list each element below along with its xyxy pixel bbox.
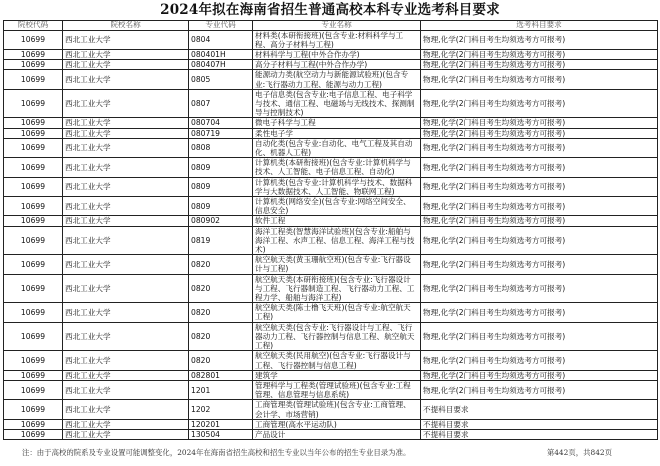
subject-requirement-cell: 物理,化学(2门科目考生均须选考方可报考) <box>421 89 658 118</box>
subject-requirement-cell: 物理,化学(2门科目考生均须选考方可报考) <box>421 303 658 322</box>
school-code-cell: 10699 <box>4 128 63 138</box>
table-row <box>4 70 658 89</box>
major-code-cell: 1201 <box>189 380 253 399</box>
school-name-cell: 西北工业大学 <box>63 177 189 196</box>
school-name-cell: 西北工业大学 <box>63 226 189 255</box>
major-name-cell: 软件工程 <box>253 216 421 226</box>
school-code-cell: 10699 <box>4 50 63 60</box>
major-code-cell: 080902 <box>189 216 253 226</box>
footnote: 注：由于高校的院系及专业设置可能调整变化，2024年在海南省招生高校和招生专业以当年公布的招生专业目录为准。 <box>22 448 411 458</box>
table-row <box>4 429 658 439</box>
major-code-cell: 080719 <box>189 128 253 138</box>
major-name-cell: 建筑学 <box>253 370 421 380</box>
major-code-cell: 0820 <box>189 255 253 274</box>
school-code-cell: 10699 <box>4 429 63 439</box>
subject-requirement-cell: 不提科目要求 <box>421 400 658 419</box>
table-row <box>4 255 658 274</box>
subject-requirement-cell: 物理,化学(2门科目考生均须选考方可报考) <box>421 30 658 49</box>
school-code-cell: 10699 <box>4 197 63 216</box>
school-name-cell: 西北工业大学 <box>63 419 189 429</box>
major-code-cell: 080704 <box>189 118 253 128</box>
school-code-cell: 10699 <box>4 226 63 255</box>
table-row <box>4 322 658 351</box>
major-code-cell: 0804 <box>189 30 253 49</box>
subject-requirement-cell: 物理,化学(2门科目考生均须选考方可报考) <box>421 60 658 70</box>
table-row <box>4 177 658 196</box>
major-name-cell: 计算机类(本研衔接班)(包含专业:计算机科学与技术、人工智能、电子信息工程、自动化) <box>253 158 421 177</box>
school-code-cell: 10699 <box>4 138 63 157</box>
school-code-cell: 10699 <box>4 380 63 399</box>
major-code-cell: 0820 <box>189 274 253 303</box>
major-name-cell: 产品设计 <box>253 429 421 439</box>
school-code-cell: 10699 <box>4 370 63 380</box>
school-name-cell: 西北工业大学 <box>63 89 189 118</box>
school-code-cell: 10699 <box>4 274 63 303</box>
subject-requirement-cell: 物理,化学(2门科目考生均须选考方可报考) <box>421 226 658 255</box>
major-name-cell: 航空航天类(黄玉珊航空班)(包含专业:飞行器设计与工程) <box>253 255 421 274</box>
major-name-cell: 材料科学与工程(中外合作办学) <box>253 50 421 60</box>
subject-requirement-cell: 物理,化学(2门科目考生均须选考方可报考) <box>421 255 658 274</box>
subject-requirement-cell: 物理,化学(2门科目考生均须选考方可报考) <box>421 50 658 60</box>
requirements-table <box>3 20 658 440</box>
school-code-cell: 10699 <box>4 351 63 370</box>
major-name-cell: 计算机类(网络安全)(包含专业:网络空间安全、信息安全) <box>253 197 421 216</box>
school-name-cell: 西北工业大学 <box>63 70 189 89</box>
major-name-cell: 能源动力类(航空动力与新能源试验班)(包含专业:飞行器动力工程、能源与动力工程) <box>253 70 421 89</box>
header-subject-requirement: 选考科目要求 <box>421 21 658 31</box>
major-name-cell: 航空航天类(陈士橹飞天班)(包含专业:航空航天工程) <box>253 303 421 322</box>
header-major-code: 专业代码 <box>189 21 253 31</box>
major-code-cell: 0819 <box>189 226 253 255</box>
school-code-cell: 10699 <box>4 216 63 226</box>
major-name-cell: 航空航天类(包含专业:飞行器设计与工程、飞行器动力工程、飞行器控制与信息工程、航空航天工程) <box>253 322 421 351</box>
major-code-cell: 080401H <box>189 50 253 60</box>
table-row <box>4 226 658 255</box>
major-name-cell: 海洋工程类(智慧海洋试验班)(包含专业:船舶与海洋工程、水声工程、信息工程、海洋工程与技术) <box>253 226 421 255</box>
page-number: 第442页，共842页 <box>546 448 612 458</box>
major-name-cell: 微电子科学与工程 <box>253 118 421 128</box>
subject-requirement-cell: 不提科目要求 <box>421 419 658 429</box>
major-code-cell: 0807 <box>189 89 253 118</box>
school-code-cell: 10699 <box>4 303 63 322</box>
major-name-cell: 计算机类(包含专业:计算机科学与技术、数据科学与大数据技术、人工智能、物联网工程) <box>253 177 421 196</box>
school-name-cell: 西北工业大学 <box>63 351 189 370</box>
table-row <box>4 60 658 70</box>
table-body <box>4 30 658 440</box>
school-name-cell: 西北工业大学 <box>63 158 189 177</box>
school-name-cell: 西北工业大学 <box>63 118 189 128</box>
table-row <box>4 158 658 177</box>
major-name-cell: 航空航天类(本研衔接班)(包含专业:飞行器设计与工程、飞行器制造工程、飞行器动力工程、工程力学、船舶与海洋工程) <box>253 274 421 303</box>
subject-requirement-cell: 物理,化学(2门科目考生均须选考方可报考) <box>421 138 658 157</box>
major-name-cell: 高分子材料与工程(中外合作办学) <box>253 60 421 70</box>
subject-requirement-cell: 物理,化学(2门科目考生均须选考方可报考) <box>421 322 658 351</box>
subject-requirement-cell: 物理,化学(2门科目考生均须选考方可报考) <box>421 370 658 380</box>
major-name-cell: 工商管理类(管理试验班)(包含专业:工商管理、会计学、市场营销) <box>253 400 421 419</box>
subject-requirement-cell: 物理,化学(2门科目考生均须选考方可报考) <box>421 128 658 138</box>
table-row <box>4 50 658 60</box>
major-name-cell: 自动化类(包含专业:自动化、电气工程及其自动化、机器人工程) <box>253 138 421 157</box>
school-code-cell: 10699 <box>4 255 63 274</box>
header-school-code: 院校代码 <box>4 21 63 31</box>
school-name-cell: 西北工业大学 <box>63 138 189 157</box>
subject-requirement-cell: 物理,化学(2门科目考生均须选考方可报考) <box>421 177 658 196</box>
major-code-cell: 0808 <box>189 138 253 157</box>
major-code-cell: 082801 <box>189 370 253 380</box>
table-row <box>4 128 658 138</box>
school-code-cell: 10699 <box>4 419 63 429</box>
school-name-cell: 西北工业大学 <box>63 197 189 216</box>
major-name-cell: 柔性电子学 <box>253 128 421 138</box>
school-name-cell: 西北工业大学 <box>63 429 189 439</box>
subject-requirement-cell: 物理,化学(2门科目考生均须选考方可报考) <box>421 158 658 177</box>
school-code-cell: 10699 <box>4 322 63 351</box>
major-name-cell: 材料类(本研衔接班)(包含专业:材料科学与工程、高分子材料与工程) <box>253 30 421 49</box>
page-footer <box>22 448 652 457</box>
school-name-cell: 西北工业大学 <box>63 255 189 274</box>
subject-requirement-cell: 物理,化学(2门科目考生均须选考方可报考) <box>421 216 658 226</box>
school-code-cell: 10699 <box>4 177 63 196</box>
subject-requirement-cell: 不提科目要求 <box>421 429 658 439</box>
table-row <box>4 303 658 322</box>
table-row <box>4 351 658 370</box>
subject-requirement-cell: 物理,化学(2门科目考生均须选考方可报考) <box>421 118 658 128</box>
school-name-cell: 西北工业大学 <box>63 400 189 419</box>
school-name-cell: 西北工业大学 <box>63 322 189 351</box>
subject-requirement-cell: 物理,化学(2门科目考生均须选考方可报考) <box>421 70 658 89</box>
table-row <box>4 216 658 226</box>
table-row <box>4 138 658 157</box>
school-code-cell: 10699 <box>4 118 63 128</box>
major-code-cell: 0820 <box>189 351 253 370</box>
school-name-cell: 西北工业大学 <box>63 216 189 226</box>
major-code-cell: 120201 <box>189 419 253 429</box>
table-row <box>4 30 658 49</box>
school-name-cell: 西北工业大学 <box>63 303 189 322</box>
major-code-cell: 0805 <box>189 70 253 89</box>
school-code-cell: 10699 <box>4 70 63 89</box>
major-name-cell: 管理科学与工程类(管理试验班)(包含专业:工程管理、信息管理与信息系统) <box>253 380 421 399</box>
table-row <box>4 197 658 216</box>
table-row <box>4 370 658 380</box>
header-school-name: 院校名称 <box>63 21 189 31</box>
school-code-cell: 10699 <box>4 400 63 419</box>
major-code-cell: 0809 <box>189 177 253 196</box>
major-code-cell: 0809 <box>189 197 253 216</box>
school-name-cell: 西北工业大学 <box>63 274 189 303</box>
subject-requirement-cell: 物理,化学(2门科目考生均须选考方可报考) <box>421 197 658 216</box>
table-row <box>4 380 658 399</box>
major-code-cell: 130504 <box>189 429 253 439</box>
school-name-cell: 西北工业大学 <box>63 128 189 138</box>
page-title: 2024年拟在海南省招生普通高校本科专业选考科目要求 <box>160 2 500 18</box>
subject-requirement-cell: 物理,化学(2门科目考生均须选考方可报考) <box>421 380 658 399</box>
school-code-cell: 10699 <box>4 158 63 177</box>
table-row <box>4 89 658 118</box>
school-name-cell: 西北工业大学 <box>63 50 189 60</box>
school-code-cell: 10699 <box>4 30 63 49</box>
school-name-cell: 西北工业大学 <box>63 380 189 399</box>
major-code-cell: 0809 <box>189 158 253 177</box>
school-name-cell: 西北工业大学 <box>63 30 189 49</box>
table-header-row <box>4 21 658 31</box>
table-row <box>4 274 658 303</box>
major-name-cell: 航空航天类(民用航空)(包含专业:飞行器设计与工程、飞行器控制与信息工程) <box>253 351 421 370</box>
major-name-cell: 工商管理(高水平运动队) <box>253 419 421 429</box>
subject-requirement-cell: 物理,化学(2门科目考生均须选考方可报考) <box>421 274 658 303</box>
table-row <box>4 118 658 128</box>
major-name-cell: 电子信息类(包含专业:电子信息工程、电子科学与技术、通信工程、电磁场与无线技术、探测制导与控制技术) <box>253 89 421 118</box>
header-major-name: 专业名称 <box>253 21 421 31</box>
major-code-cell: 0820 <box>189 322 253 351</box>
school-name-cell: 西北工业大学 <box>63 370 189 380</box>
table-row <box>4 419 658 429</box>
school-name-cell: 西北工业大学 <box>63 60 189 70</box>
major-code-cell: 1202 <box>189 400 253 419</box>
subject-requirement-cell: 物理,化学(2门科目考生均须选考方可报考) <box>421 351 658 370</box>
school-code-cell: 10699 <box>4 89 63 118</box>
table-row <box>4 400 658 419</box>
school-code-cell: 10699 <box>4 60 63 70</box>
major-code-cell: 080407H <box>189 60 253 70</box>
major-code-cell: 0820 <box>189 303 253 322</box>
